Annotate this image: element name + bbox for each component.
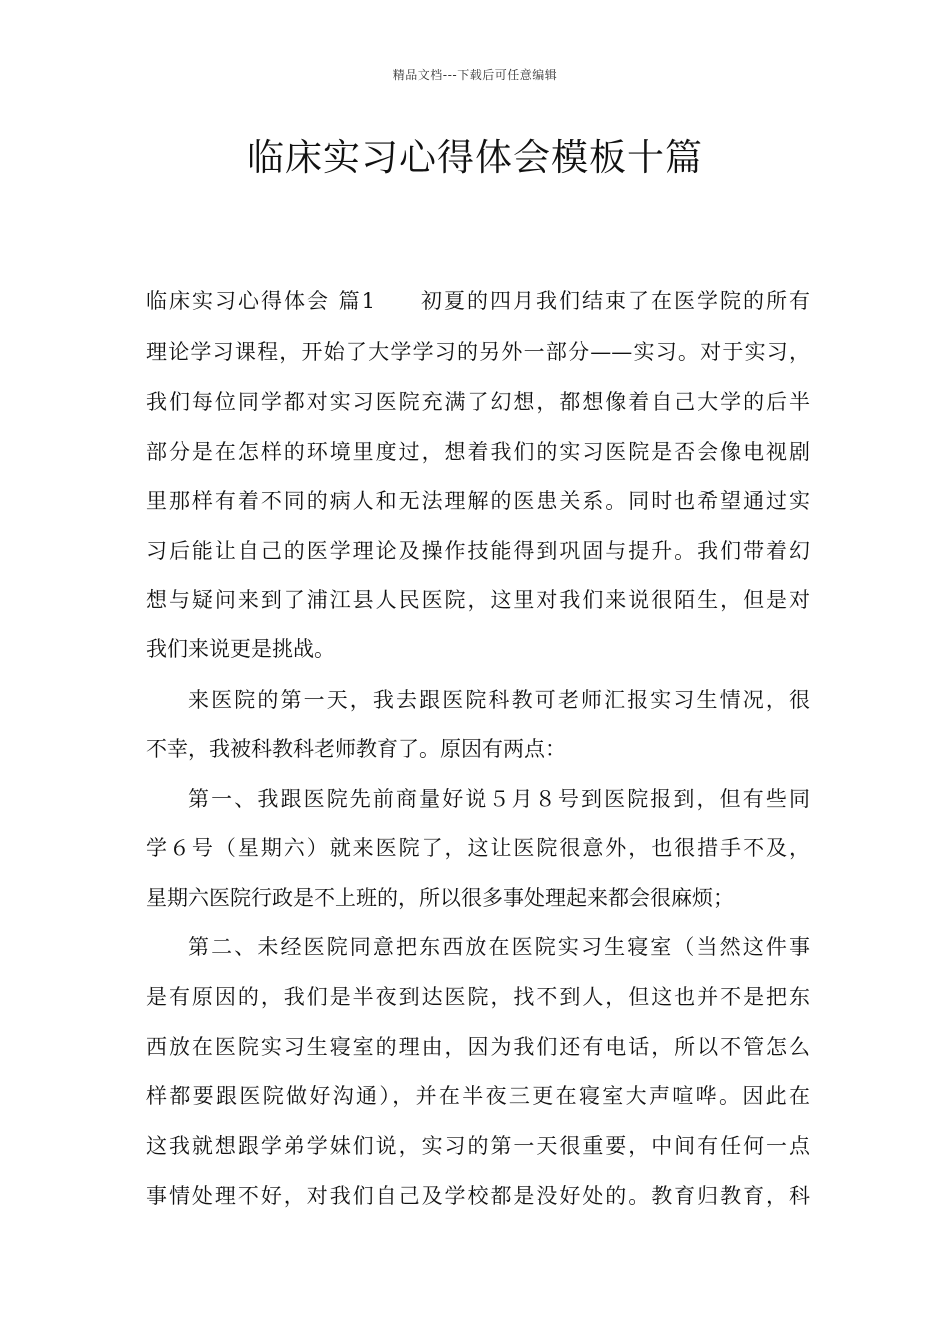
paragraph-line: 第一、我跟医院先前商量好说５月８号到医院报到，但有些同 — [188, 787, 810, 811]
paragraph-line: 想与疑问来到了浦江县人民医院，这里对我们来说很陌生，但是对 — [146, 588, 810, 612]
paragraph-line: 学６号（星期六）就来医院了，这让医院很意外，也很措手不及， — [146, 836, 810, 860]
paragraph-line: 星期六医院行政是不上班的，所以很多事处理起来都会很麻烦； — [146, 886, 734, 910]
paragraph-line: 里那样有着不同的病人和无法理解的医患关系。同时也希望通过实 — [146, 489, 810, 513]
paragraph-line: 是有原因的，我们是半夜到达医院，找不到人，但这也并不是把东 — [146, 985, 810, 1009]
paragraph-line — [146, 286, 810, 316]
document-title: 临床实习心得体会模板十篇 — [247, 136, 703, 179]
paragraph-line: 我们来说更是挑战。 — [146, 637, 335, 661]
paragraph-line: 样都要跟医院做好沟通），并在半夜三更在寝室大声喧哗。因此在 — [146, 1084, 810, 1108]
header-note: 精品文档---下载后可任意编辑 — [392, 68, 558, 82]
section-label: 临床实习心得体会 篇1 — [146, 289, 376, 313]
paragraph-line: 理论学习课程，开始了大学学习的另外一部分——实习。对于实习， — [146, 340, 810, 364]
paragraph-line: 不幸，我被科教科老师教育了。原因有两点： — [146, 737, 566, 761]
paragraph-line: 习后能让自己的医学理论及操作技能得到巩固与提升。我们带着幻 — [146, 539, 810, 563]
paragraph-line: 我们每位同学都对实习医院充满了幻想，都想像着自己大学的后半 — [146, 390, 810, 414]
paragraph-line: 第二、未经医院同意把东西放在医院实习生寝室（当然这件事 — [188, 935, 810, 959]
paragraph-line: 事情处理不好，对我们自己及学校都是没好处的。教育归教育，科 — [146, 1184, 810, 1208]
paragraph-line: 来医院的第一天，我去跟医院科教可老师汇报实习生情况，很 — [188, 688, 810, 712]
paragraph-line: 部分是在怎样的环境里度过，想着我们的实习医院是否会像电视剧 — [146, 440, 810, 464]
paragraph-line: 这我就想跟学弟学妹们说，实习的第一天很重要，中间有任何一点 — [146, 1134, 810, 1158]
paragraph-line: 西放在医院实习生寝室的理由，因为我们还有电话，所以不管怎么 — [146, 1035, 810, 1059]
line-text: 初夏的四月我们结束了在医学院的所有 — [419, 289, 811, 313]
